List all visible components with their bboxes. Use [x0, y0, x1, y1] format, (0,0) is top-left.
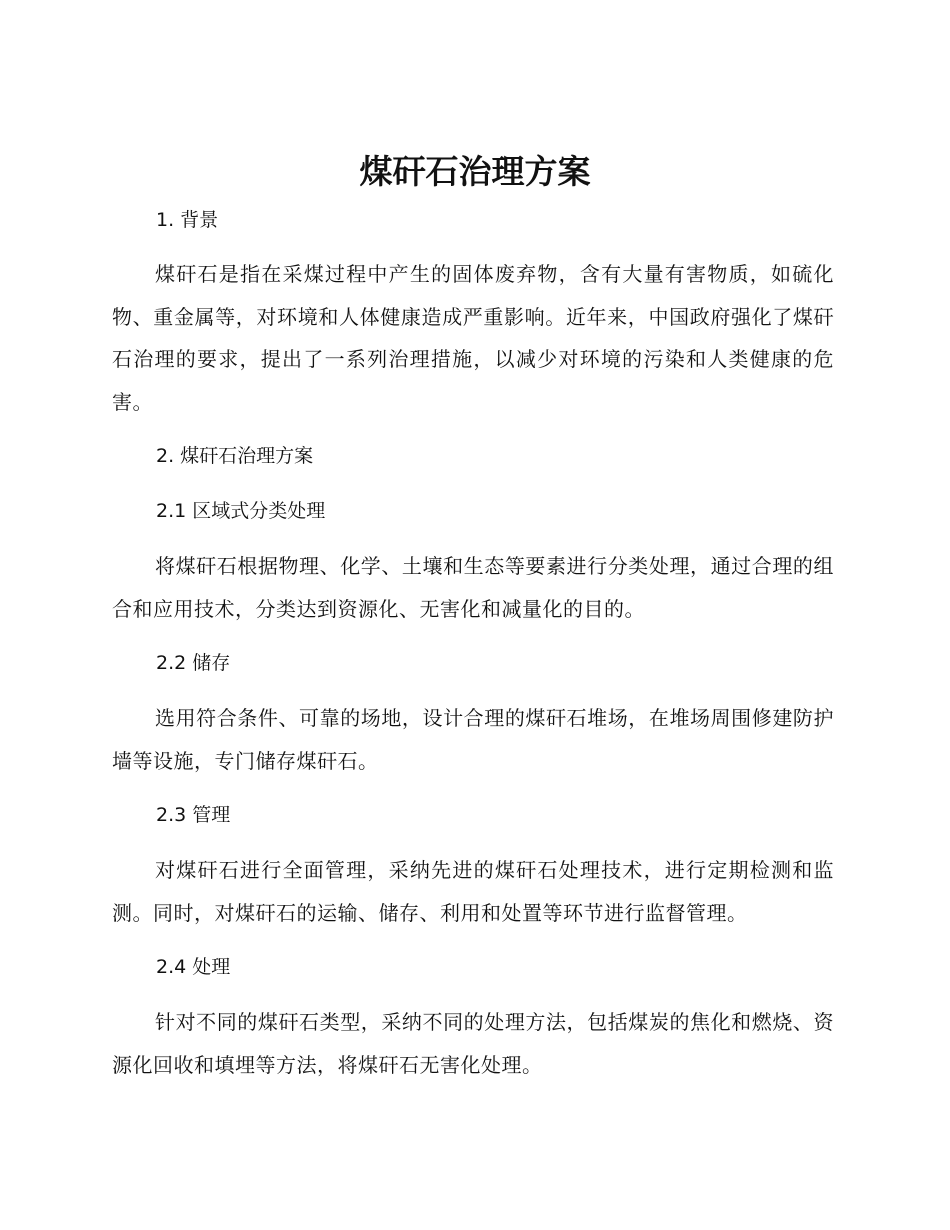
section-heading-treatment: 2.4 处理 [156, 956, 231, 978]
document-title: 煤矸石治理方案 [359, 152, 591, 191]
section-paragraph-storage: 选用符合条件、可靠的场地，设计合理的煤矸石堆场，在堆场周围修建防护墙等设施，专门储存煤矸石。 [112, 706, 834, 773]
section-heading-governance-plan: 2. 煤矸石治理方案 [156, 445, 314, 467]
section-paragraph-treatment: 针对不同的煤矸石类型，采纳不同的处理方法，包括煤炭的焦化和燃烧、资源化回收和填埋等方法，将煤矸石无害化处理。 [112, 1010, 834, 1077]
section-heading-management: 2.3 管理 [156, 804, 231, 826]
section-heading-background: 1. 背景 [156, 209, 219, 231]
section-paragraph-management: 对煤矸石进行全面管理，采纳先进的煤矸石处理技术，进行定期检测和监测。同时，对煤矸石的运输、储存、利用和处置等环节进行监督管理。 [112, 858, 834, 925]
section-heading-classification: 2.1 区域式分类处理 [156, 500, 326, 522]
section-paragraph-classification: 将煤矸石根据物理、化学、土壤和生态等要素进行分类处理，通过合理的组合和应用技术，分类达到资源化、无害化和减量化的目的。 [112, 554, 834, 621]
section-paragraph-background: 煤矸石是指在采煤过程中产生的固体废弃物，含有大量有害物质，如硫化物、重金属等，对环境和人体健康造成严重影响。近年来，中国政府强化了煤矸石治理的要求，提出了一系列治理措施，以减少对环境的污染和人类健康的危害。 [112, 262, 834, 414]
section-heading-storage: 2.2 储存 [156, 652, 231, 674]
